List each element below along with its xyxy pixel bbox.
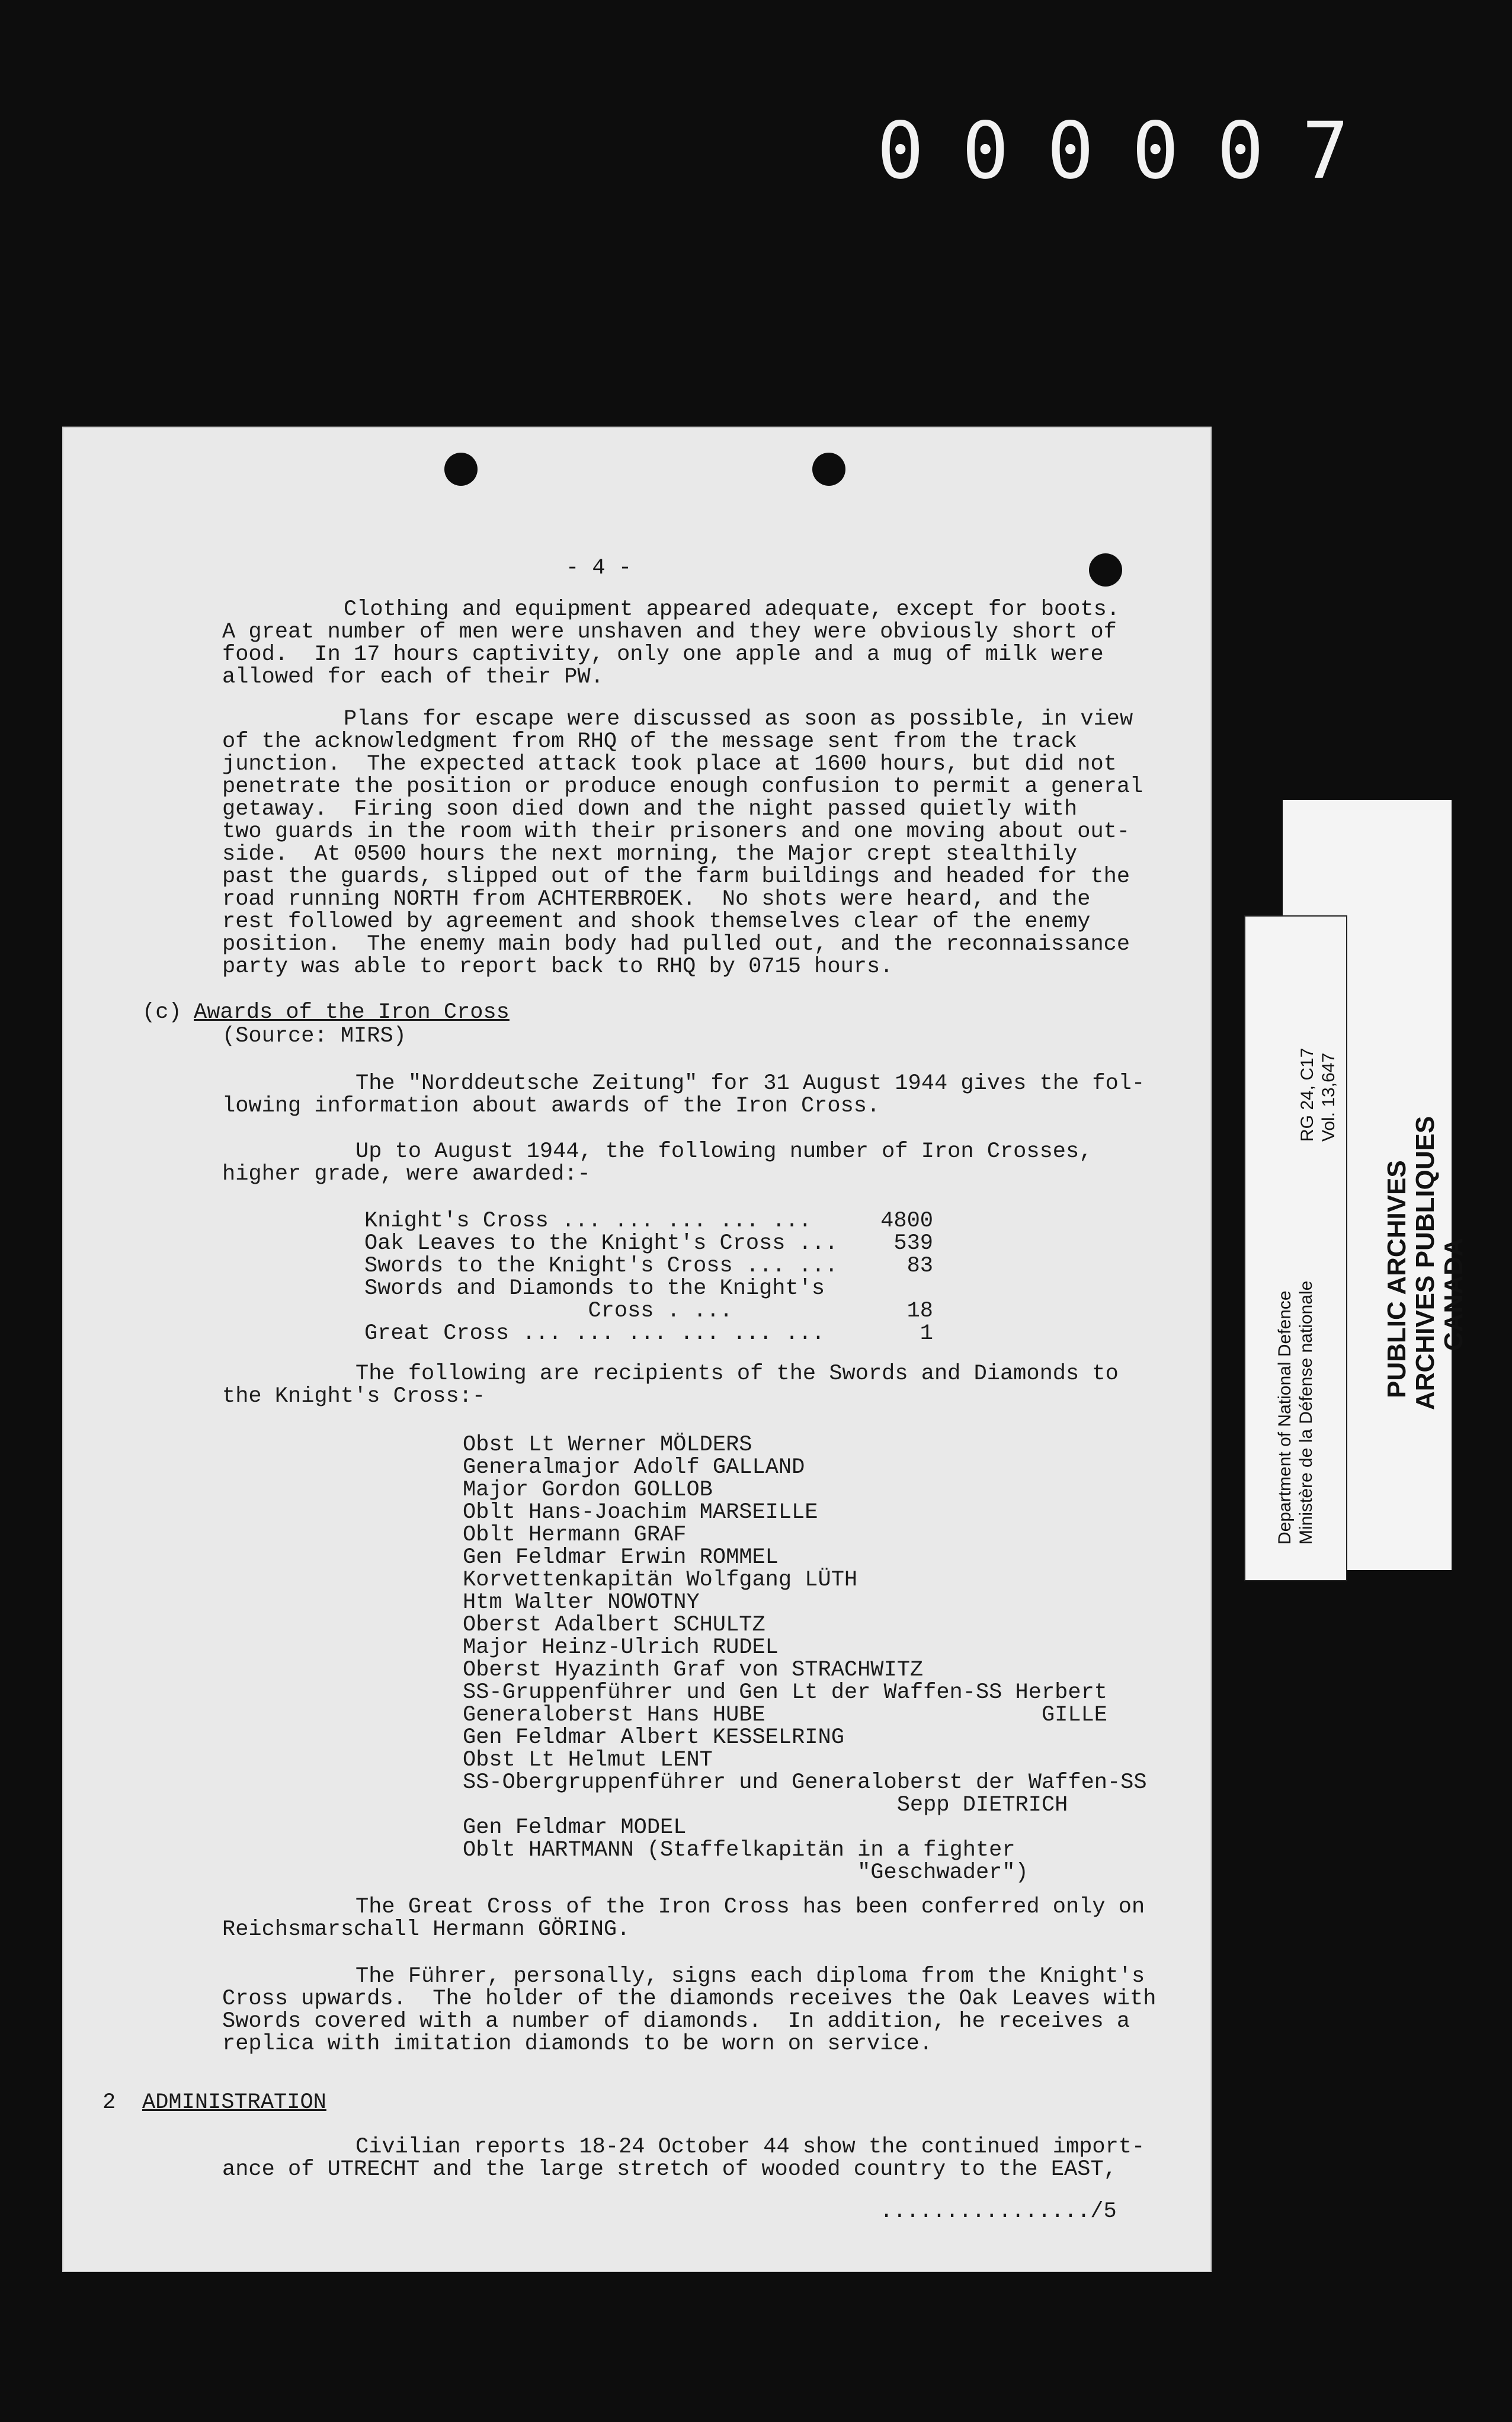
recipient: Korvettenkapitän Wolfgang LÜTH [463,1568,858,1593]
recipient: Generalmajor Adolf GALLAND [463,1455,805,1480]
award-count: 4800 [880,1209,933,1234]
award-name: Swords to the Knight's Cross ... ... [364,1254,838,1279]
archive-label-front [1244,915,1347,1581]
text-line: of the acknowledgment from RHQ of the message sent from the track [222,729,1078,754]
paragraph-up-to-august [222,1140,1218,1186]
award-count: 539 [893,1231,933,1256]
award-name: Cross . ... [364,1299,733,1324]
frame-number: 000007 [877,105,1387,197]
recipient: Oberst Adalbert SCHULTZ [463,1613,765,1638]
text-line: Cross upwards. The holder of the diamonds receives the Oak Leaves with [222,1987,1157,2011]
text-line: lowing information about awards of the Iron Cross. [222,1094,880,1119]
award-name: Swords and Diamonds to the Knight's [364,1276,825,1301]
reference-rg: RG 24, C17 [1298,1047,1317,1142]
recipients-list [463,1434,1147,1884]
text-line: the Knight's Cross:- [222,1384,486,1409]
text-line: Plans for escape were discussed as soon as possible, in view [344,707,1133,732]
section-c-source: (Source: MIRS) [222,1024,406,1049]
recipient: Gen Feldmar Erwin ROMMEL [463,1545,779,1570]
punch-hole [1089,553,1122,587]
text-line: The Great Cross of the Iron Cross has been conferred only on [355,1895,1145,1920]
paragraph-newspaper [222,1072,1218,1117]
recipient: Obst Lt Werner MÖLDERS [463,1433,752,1457]
text-line: past the guards, slipped out of the farm buildings and headed for the [222,864,1130,889]
archive-line-1: PUBLIC ARCHIVES [1382,1160,1411,1398]
text-line: Civilian reports 18-24 October 44 show the continued import- [355,2135,1145,2160]
text-line: higher grade, were awarded:- [222,1162,591,1187]
recipient: Oblt HARTMANN (Staffelkapitän in a fighter [463,1838,1016,1863]
award-count: 1 [920,1321,933,1346]
text-line: A great number of men were unshaven and they were obviously short of [222,620,1117,645]
text-line: The Führer, personally, signs each diploma from the Knight's [355,1964,1145,1989]
recipient: Gen Feldmar Albert KESSELRING [463,1725,844,1750]
text-line: road running NORTH from ACHTERBROEK. No shots were heard, and the [222,887,1091,912]
recipient: "Geschwader") [463,1860,1029,1885]
section-2-number: 2 [102,2090,116,2115]
department-en: Department of National Defence [1275,1290,1295,1545]
reference-volume: Vol. 13,647 [1319,1052,1338,1142]
recipient: Major Heinz-Ulrich RUDEL [463,1635,779,1660]
text-line: allowed for each of their PW. [222,665,604,690]
recipient: Oblt Hermann GRAF [463,1523,687,1548]
department-fr: Ministère de la Défense nationale [1296,1280,1316,1545]
text-line: Swords covered with a number of diamonds. In addition, he receives a [222,2009,1130,2034]
archive-line-3: CANADA [1439,1238,1468,1351]
recipient: Oberst Hyazinth Graf von STRACHWITZ [463,1658,924,1683]
text-line: penetrate the position or produce enough confusion to permit a general [222,774,1143,799]
recipient: Major Gordon GOLLOB [463,1478,713,1502]
text-line: junction. The expected attack took place at 1600 hours, but did not [222,752,1117,777]
text-line: Up to August 1944, the following number of Iron Crosses, [355,1139,1093,1164]
paragraph-fuhrer [222,1965,1218,2055]
paragraph-escape [222,708,1218,978]
section-c-prefix: (c) [142,1000,182,1025]
recipient: Obst Lt Helmut LENT [463,1748,713,1773]
recipient: Oblt Hans-Joachim MARSEILLE [463,1500,818,1525]
recipient: Gen Feldmar MODEL [463,1815,687,1840]
text-line: Reichsmarschall Hermann GÖRING. [222,1917,630,1942]
text-line: Clothing and equipment appeared adequate, except for boots. [344,597,1120,622]
award-count: 18 [906,1299,933,1324]
document-page [62,427,1212,2272]
paragraph-civilian-reports [222,2136,1218,2181]
recipient: Sepp DIETRICH [463,1793,1068,1818]
text-line: getaway. Firing soon died down and the night passed quietly with [222,797,1078,822]
section-c-heading: Awards of the Iron Cross [194,1000,510,1025]
recipient: SS-Gruppenführer und Gen Lt der Waffen-SS Herbert [463,1680,1107,1705]
section-2-heading: ADMINISTRATION [142,2090,326,2115]
paragraph-clothing [222,598,1218,688]
award-name: Knight's Cross ... ... ... ... ... [364,1209,812,1234]
award-name: Great Cross ... ... ... ... ... ... [364,1321,825,1346]
continuation-marker: ................/5 [880,2199,1117,2224]
punch-hole [812,453,845,486]
award-count: 83 [906,1254,933,1279]
text-line: The following are recipients of the Swords and Diamonds to [355,1361,1119,1386]
punch-hole [444,453,478,486]
text-line: position. The enemy main body had pulled out, and the reconnaissance [222,932,1130,957]
text-line: food. In 17 hours captivity, only one apple and a mug of milk were [222,642,1104,667]
text-line: rest followed by agreement and shook themselves clear of the enemy [222,909,1091,934]
award-name: Oak Leaves to the Knight's Cross ... [364,1231,838,1256]
recipient: Htm Walter NOWOTNY [463,1590,700,1615]
archive-line-2: ARCHIVES PUBLIQUES [1411,1116,1440,1410]
recipient: Generaloberst Hans HUBE GILLE [463,1703,1107,1728]
paragraph-recipients-intro [222,1363,1218,1408]
text-line: ance of UTRECHT and the large stretch of wooded country to the EAST, [222,2157,1117,2182]
text-line: two guards in the room with their prisoners and one moving about out- [222,819,1130,844]
recipient: SS-Obergruppenführer und Generaloberst der Waffen-SS [463,1770,1147,1795]
text-line: side. At 0500 hours the next morning, the Major crept stealthily [222,842,1078,867]
paragraph-great-cross [222,1896,1218,1941]
page-number: - 4 - [566,556,632,581]
text-line: party was able to report back to RHQ by 0715 hours. [222,954,893,979]
text-line: replica with imitation diamonds to be worn on service. [222,2032,933,2056]
text-line: The "Norddeutsche Zeitung" for 31 August 1944 gives the fol- [355,1071,1145,1096]
